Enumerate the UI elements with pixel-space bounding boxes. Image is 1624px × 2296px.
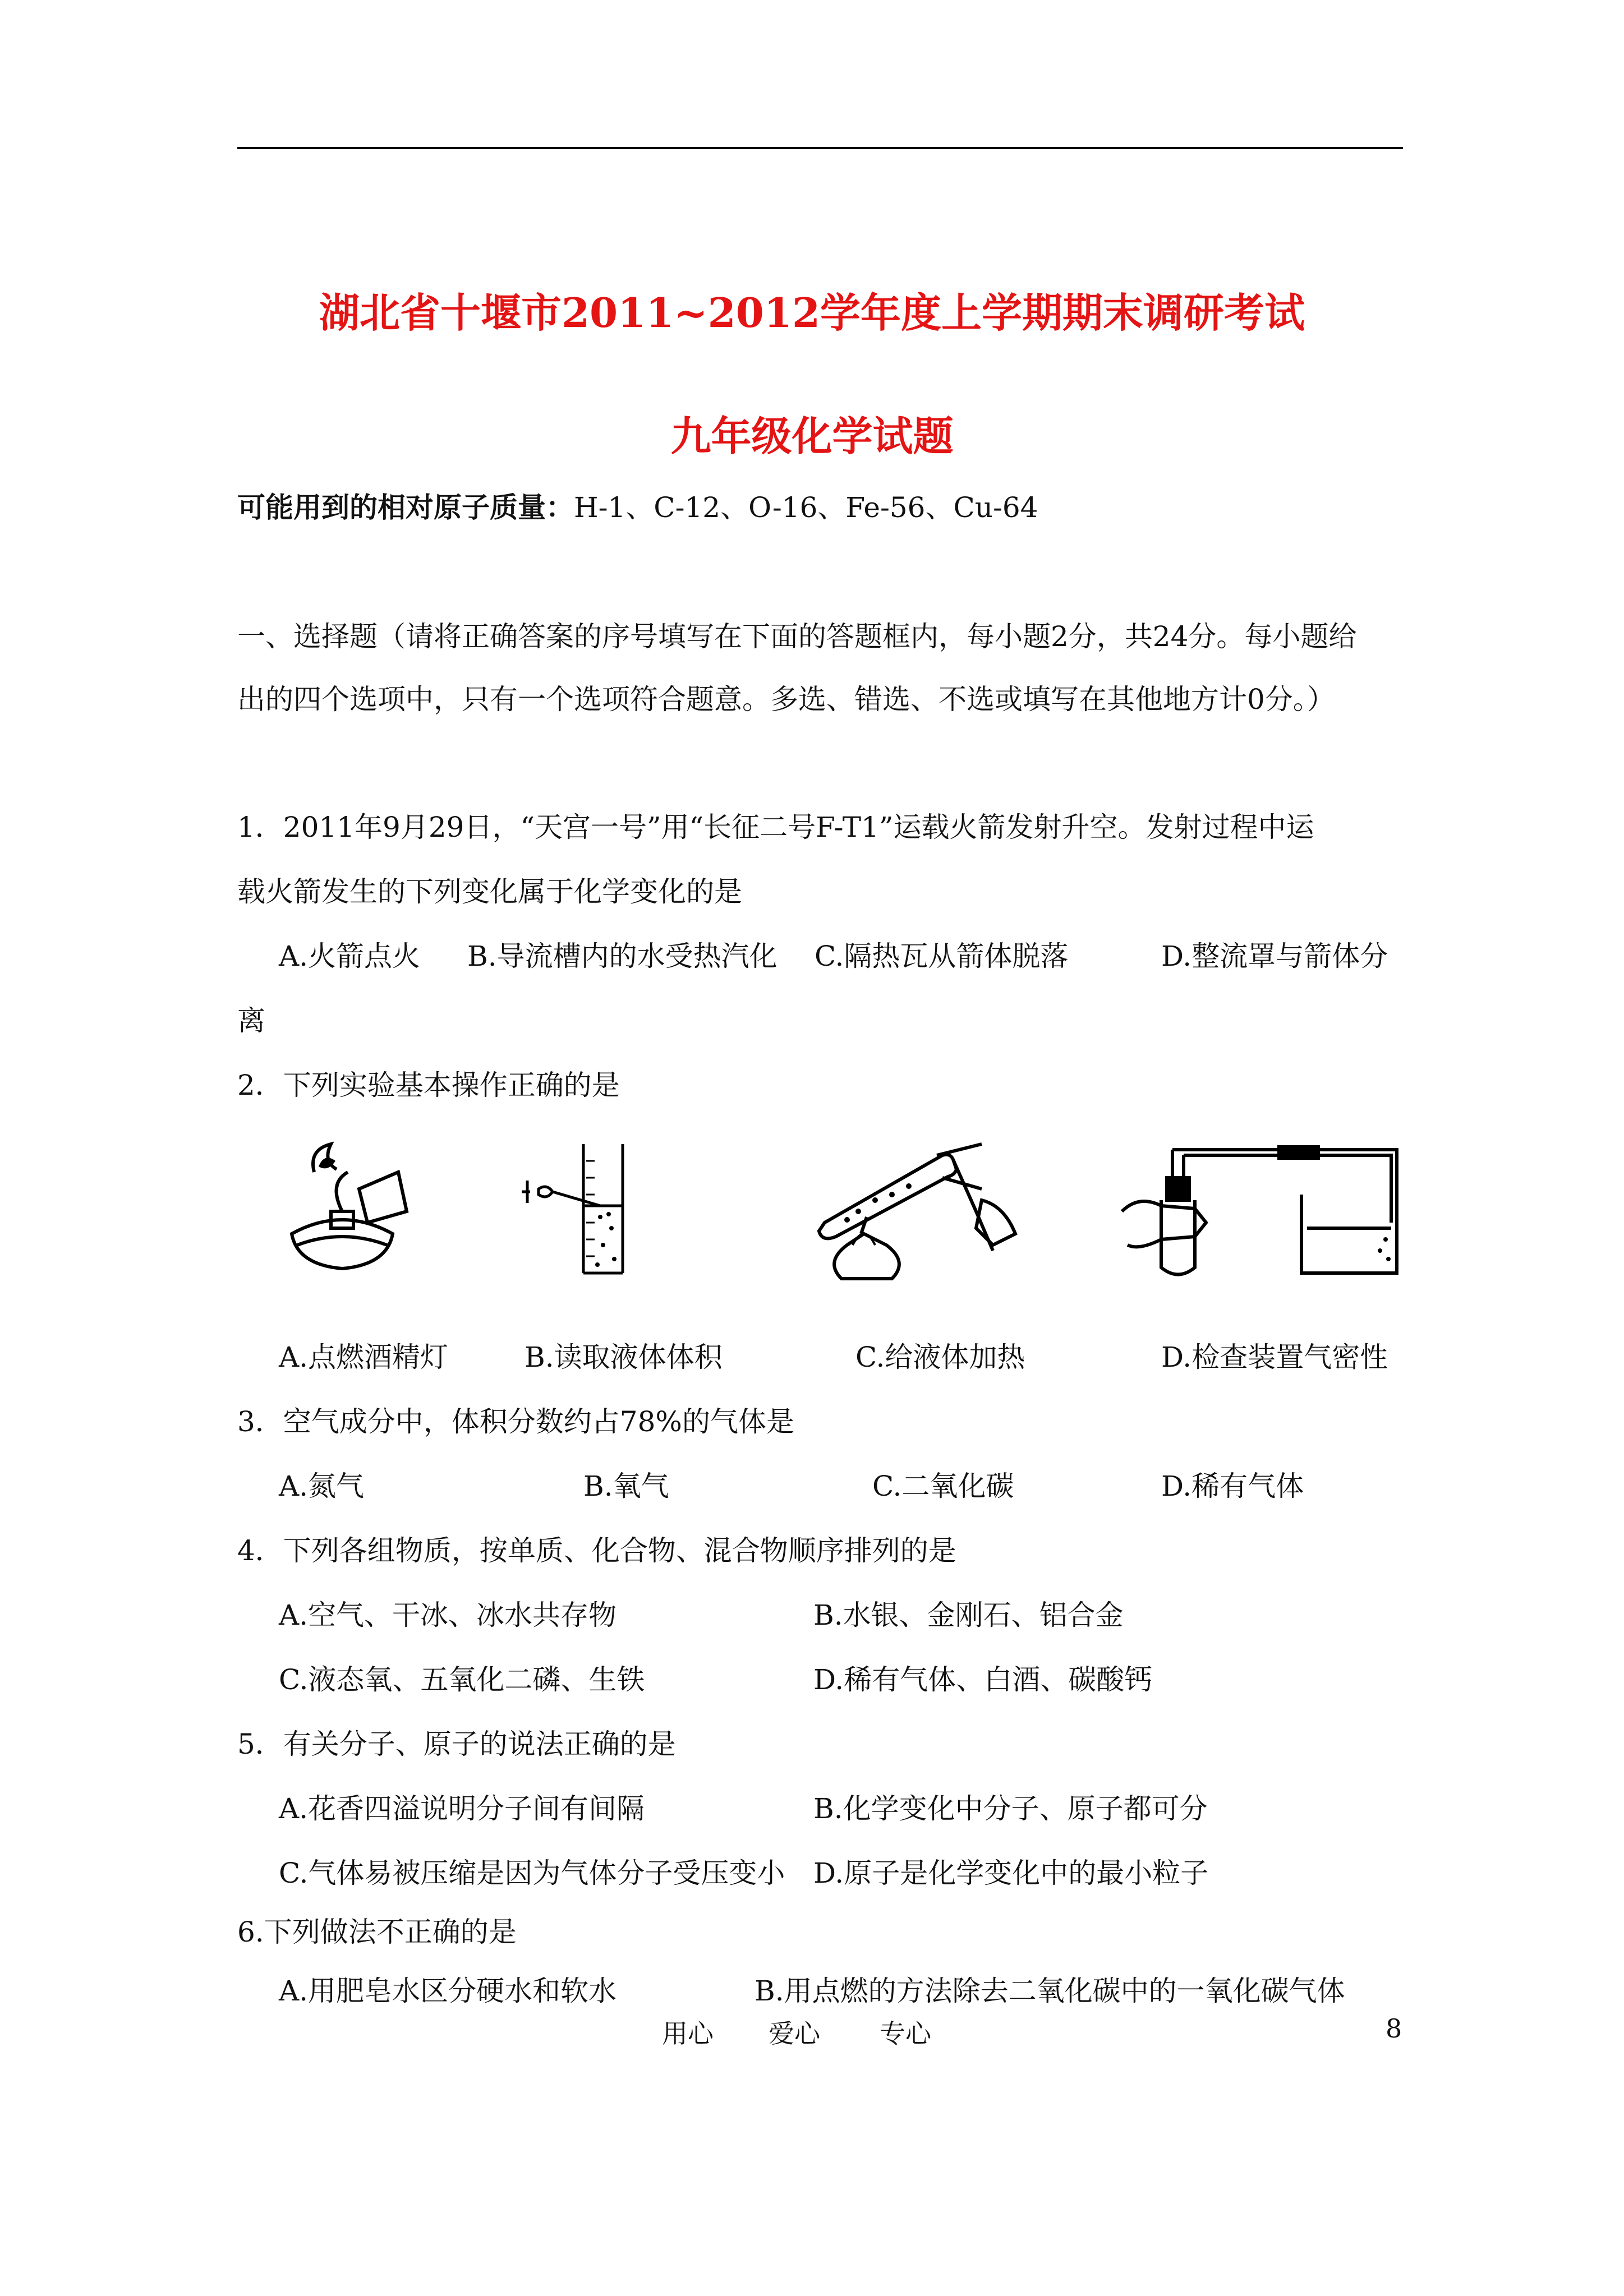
q2-option-d: D.检查装置气密性 bbox=[1161, 1341, 1388, 1373]
q5-stem: 5．有关分子、原子的说法正确的是 bbox=[237, 1728, 676, 1760]
q3-stem: 3．空气成分中，体积分数约占78%的气体是 bbox=[237, 1405, 794, 1438]
footer-word-1: 用心 bbox=[662, 2018, 714, 2049]
section-instruction-2: 出的四个选项中，只有一个选项符合题意。多选、错选、不选或填写在其他地方计0分。） bbox=[237, 683, 1335, 716]
q3-option-a: A.氮气 bbox=[279, 1470, 365, 1502]
q5-option-b: B.化学变化中分子、原子都可分 bbox=[813, 1792, 1208, 1825]
q4-option-c: C.液态氧、五氧化二磷、生铁 bbox=[279, 1663, 645, 1696]
q5-option-d: D.原子是化学变化中的最小粒子 bbox=[813, 1857, 1209, 1889]
q5-option-c: C.气体易被压缩是因为气体分子受压变小 bbox=[279, 1857, 785, 1889]
q5-option-a: A.花香四溢说明分子间有间隔 bbox=[279, 1792, 645, 1825]
q3-option-b: B.氧气 bbox=[583, 1470, 669, 1502]
q1-stem-2: 载火箭发生的下列变化属于化学变化的是 bbox=[237, 875, 742, 908]
q2-option-c: C.给液体加热 bbox=[855, 1341, 1025, 1373]
q6-option-a: A.用肥皂水区分硬水和软水 bbox=[279, 1975, 617, 2007]
header-rule bbox=[237, 147, 1403, 149]
footer-word-3: 专心 bbox=[880, 2018, 931, 2049]
q6-stem: 6.下列做法不正确的是 bbox=[237, 1916, 517, 1948]
q4-stem: 4．下列各组物质，按单质、化合物、混合物顺序排列的是 bbox=[237, 1534, 956, 1567]
heating-liquid-figure bbox=[813, 1138, 1049, 1284]
atomic-mass-line bbox=[237, 485, 1038, 525]
q2-option-b: B.读取液体体积 bbox=[525, 1341, 723, 1373]
q3-option-c: C.二氧化碳 bbox=[872, 1470, 1014, 1502]
graduated-cylinder-figure bbox=[516, 1138, 651, 1279]
q2-option-a: A.点燃酒精灯 bbox=[279, 1341, 449, 1373]
q2-stem: 2．下列实验基本操作正确的是 bbox=[237, 1069, 620, 1101]
q4-option-a: A.空气、干冰、冰水共存物 bbox=[279, 1599, 617, 1631]
q4-option-d: D.稀有气体、白酒、碳酸钙 bbox=[813, 1663, 1153, 1696]
q1-option-d: D.整流罩与箭体分 bbox=[1161, 940, 1388, 972]
q1-option-b: B.导流槽内的水受热汽化 bbox=[467, 940, 778, 972]
q1-option-a: A.火箭点火 bbox=[279, 940, 421, 972]
q1-option-c: C.隔热瓦从箭体脱落 bbox=[815, 940, 1069, 972]
q1-option-d-wrap: 离 bbox=[237, 1004, 265, 1037]
airtightness-check-figure bbox=[1116, 1138, 1408, 1284]
q4-option-b: B.水银、金刚石、铝合金 bbox=[813, 1599, 1124, 1631]
atomic-mass-values: H-1、C-12、O-16、Fe-56、Cu-64 bbox=[574, 491, 1038, 524]
exam-title: 湖北省十堰市2011~2012学年度上学期期末调研考试 bbox=[319, 289, 1305, 336]
q6-option-b: B.用点燃的方法除去二氧化碳中的一氧化碳气体 bbox=[755, 1975, 1345, 2007]
exam-subtitle: 九年级化学试题 bbox=[670, 412, 954, 460]
atomic-mass-label: 可能用到的相对原子质量： bbox=[237, 491, 574, 524]
page-number: 8 bbox=[1386, 2013, 1402, 2044]
q3-option-d: D.稀有气体 bbox=[1161, 1470, 1304, 1502]
alcohol-lamp-figure bbox=[275, 1138, 410, 1279]
section-instruction-1: 一、选择题（请将正确答案的序号填写在下面的答题框内，每小题2分，共24分。每小题给 bbox=[237, 620, 1357, 653]
q1-stem-1: 1．2011年9月29日，“天宫一号”用“长征二号F-T1”运载火箭发射升空。发射过程中运 bbox=[237, 811, 1314, 843]
footer-word-2: 爱心 bbox=[769, 2018, 820, 2049]
